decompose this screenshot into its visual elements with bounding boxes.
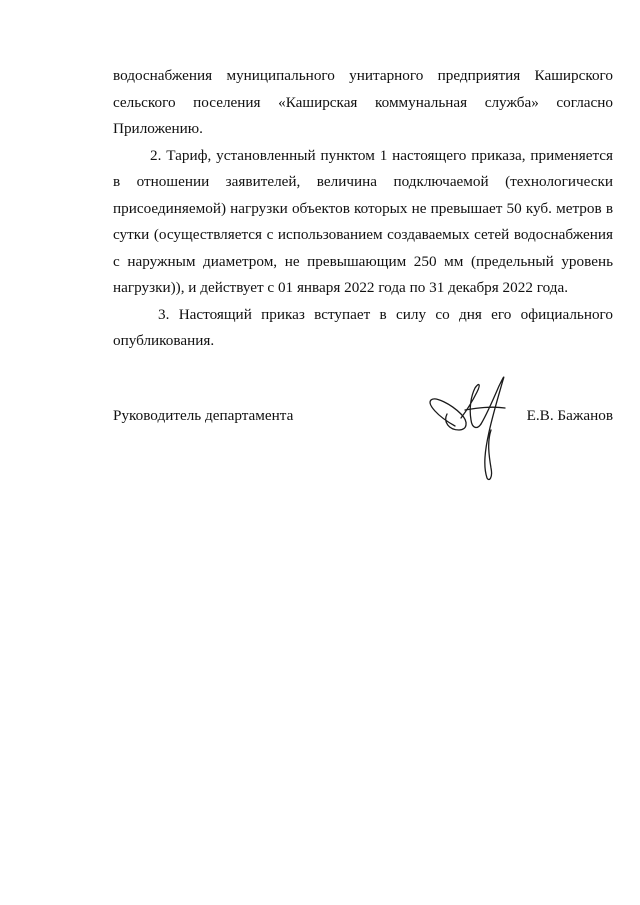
- document-body: [113, 63, 613, 355]
- signer-name: Е.В. Бажанов: [526, 407, 613, 424]
- paragraph-continuation: водоснабжения муниципального унитарного предприятия Каширского сельского поселения «Каширская коммунальная служба» согласно Приложению.: [113, 67, 613, 137]
- handwritten-signature-icon: [425, 370, 535, 485]
- paragraph-item-3: 3. Настоящий приказ вступает в силу со дня его официального опубликования.: [113, 305, 613, 349]
- signer-title: Руководитель департамента: [113, 407, 294, 424]
- signature-block: [113, 370, 613, 490]
- paragraph-item-2: 2. Тариф, установленный пунктом 1 настоящего приказа, применяется в отношении заявителей, величина подключаемой (технологически присоединяемой) нагрузки объектов которых не превышает 50 куб. метров в сутки (осуществляется с использованием создаваемых сетей водоснабжения с наружным диаметром, не превышающим 250 мм (предельный уровень нагрузки)), и действует с 01 января 2022 года по 31 декабря 2022 года.: [113, 146, 613, 296]
